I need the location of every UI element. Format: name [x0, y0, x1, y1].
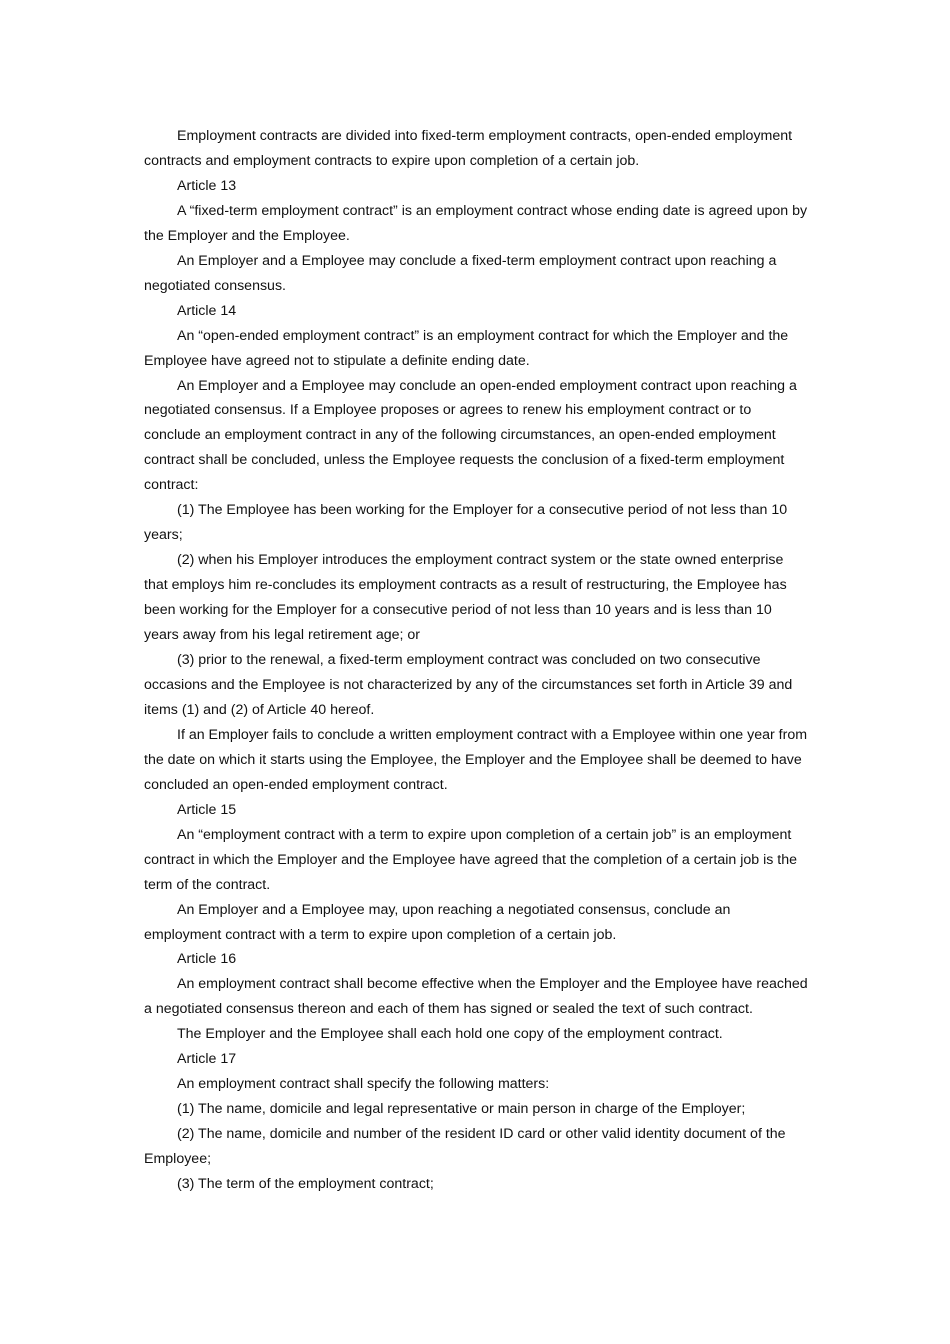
list-item-condition-3: (3) prior to the renewal, a fixed-term employment contract was concluded on two consecutive occasions and the Employee is not characterized by any of the circumstances set forth in Article 39 and items (1) and (2) of Article 40 hereof.: [144, 652, 793, 718]
paragraph-written-contract-deemed: If an Employer fails to conclude a written employment contract with a Employee within one year from the date on which it starts using the Employee, the Employer and the Employee shall be deemed to have concluded an open-ended employment contract.: [144, 726, 808, 793]
paragraph-open-ended-definition: An “open-ended employment contract” is an employment contract for which the Employer and the Employee have agreed not to stipulate a definite ending date.: [144, 327, 789, 369]
list-item-condition-1: (1) The Employee has been working for the Employer for a consecutive period of not less than 10 years;: [144, 502, 788, 544]
article-heading-16: Article 16: [177, 951, 237, 968]
article-heading-13: Article 13: [177, 177, 237, 194]
paragraph-fixed-term-definition: A “fixed-term employment contract” is an employment contract whose ending date is agreed upon by the Employer and the Employee.: [144, 202, 808, 244]
paragraph-contract-types: Employment contracts are divided into fixed-term employment contracts, open-ended employment contracts and employment contracts to expire upon completion of a certain job.: [144, 128, 793, 169]
article-heading-14: Article 14: [177, 302, 237, 319]
paragraph-fixed-term-consensus: An Employer and a Employee may conclude a fixed-term employment contract upon reaching a negotiated consensus.: [144, 252, 777, 294]
paragraph-contract-copies: The Employer and the Employee shall each hold one copy of the employment contract.: [177, 1026, 723, 1043]
article-heading-17: Article 17: [177, 1051, 237, 1068]
paragraph-contract-matters: An employment contract shall specify the following matters:: [177, 1076, 550, 1093]
document-page: [144, 124, 808, 1197]
list-item-matter-2: (2) The name, domicile and number of the resident ID card or other valid identity document of the Employee;: [144, 1126, 786, 1168]
paragraph-job-completion-definition: An “employment contract with a term to expire upon completion of a certain job” is an employment contract in which the Employer and the Employee have agreed that the completion of a certain job is the term of the contract.: [144, 826, 798, 893]
paragraph-contract-effective: An employment contract shall become effective when the Employer and the Employee have reached a negotiated consensus thereon and each of them has signed or sealed the text of such contract.: [144, 976, 808, 1018]
article-heading-15: Article 15: [177, 801, 237, 818]
list-item-condition-2: (2) when his Employer introduces the employment contract system or the state owned enterprise that employs him re-concludes its employment contracts as a result of restructuring, the Employee has been working for the Employer for a consecutive period of not less than 10 years and is less than 10 years away from his legal retirement age; or: [144, 552, 787, 644]
list-item-matter-3: (3) The term of the employment contract;: [177, 1176, 434, 1193]
paragraph-job-completion-consensus: An Employer and a Employee may, upon reaching a negotiated consensus, conclude an employment contract with a term to expire upon completion of a certain job.: [144, 901, 731, 943]
list-item-matter-1: (1) The name, domicile and legal representative or main person in charge of the Employer;: [177, 1101, 746, 1118]
paragraph-open-ended-conditions: An Employer and a Employee may conclude an open-ended employment contract upon reaching a negotiated consensus. If a Employee proposes or agrees to renew his employment contract or to conclude an employment contract in any of the following circumstances, an open-ended employment contract shall be concluded, unless the Employee requests the conclusion of a fixed-term employment contract:: [144, 377, 797, 494]
